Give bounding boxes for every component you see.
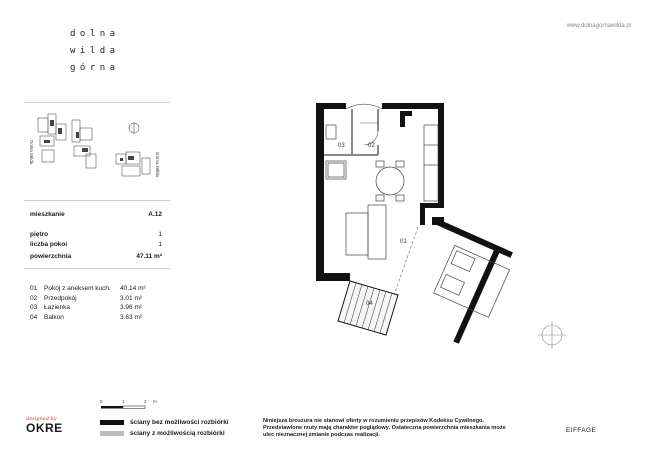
- disclaimer-line: Niniejsza broszura nie stanowi oferty w rozumieniu przepisów Kodeksu Cywilnego.: [263, 418, 484, 424]
- spec-row-floor: [30, 231, 162, 238]
- divider-mid: [24, 200, 170, 201]
- room-list: [30, 284, 162, 322]
- apartment-label: mieszkanie: [30, 211, 65, 218]
- minimap-label-left: Dolna Wilda: [29, 140, 34, 165]
- dining-table: [376, 161, 404, 201]
- logo-line-1: dolna: [70, 29, 120, 39]
- disclaimer: [263, 418, 533, 439]
- room-name: Łazienka: [44, 304, 71, 311]
- divider-top: [24, 102, 170, 103]
- disclaimer-line: ulec nieznacznej zmianie podczas realizacji.: [263, 432, 380, 438]
- scale-tick-2: 2: [144, 399, 147, 404]
- bathroom-fixtures: [326, 125, 346, 179]
- brand-logo: EIFFAGE: [566, 427, 597, 434]
- disclaimer-line: Przedstawione rzuty mają charakter poglądowy. Ostateczna powierzchnia mieszkania może: [263, 425, 506, 431]
- room-label-03: 03: [338, 143, 345, 149]
- spec-label: powierzchnia: [30, 253, 72, 260]
- list-item: [30, 284, 162, 294]
- list-item: [30, 303, 162, 313]
- divider-rooms: [24, 268, 170, 269]
- spec-value: 1: [158, 241, 162, 248]
- designer-name: OKRE: [26, 421, 63, 435]
- legend-label: ściany z możliwością rozbiórki: [130, 430, 225, 437]
- logo-line-3: górna: [70, 63, 120, 73]
- room-label-01: 01: [400, 239, 407, 245]
- website-link[interactable]: www.dolnagornawilda.pl: [566, 23, 631, 29]
- balcony: [338, 281, 398, 335]
- compass-icon: [538, 321, 566, 349]
- legend-item-load-bearing: [100, 419, 229, 426]
- scale-tick-0: 0: [100, 399, 103, 404]
- floor-plan: [290, 95, 590, 360]
- scale-unit: m: [153, 399, 157, 404]
- kitchen-counter: [424, 125, 438, 201]
- minimap-label-right: Górna Wilda: [155, 152, 160, 178]
- room-name: Balkon: [44, 313, 64, 321]
- list-item: [30, 294, 162, 304]
- spec-value: 47.11 m²: [136, 253, 162, 260]
- location-minimap: [24, 110, 164, 194]
- spec-label: liczba pokoi: [30, 241, 68, 248]
- spec-row-rooms: [30, 241, 162, 248]
- legend-label: ściany bez możliwości rozbiórki: [130, 419, 229, 426]
- legend-swatch: [100, 431, 124, 436]
- spec-value: 1: [158, 231, 162, 238]
- room-label-04: 04: [366, 301, 373, 307]
- scale-bar: [100, 398, 160, 412]
- room-name: Przedpokój: [44, 294, 77, 302]
- room-label-02: 02: [368, 143, 375, 149]
- spec-label: piętro: [30, 231, 49, 238]
- spec-row-area: [30, 253, 162, 260]
- apartment-value: A.12: [148, 211, 162, 218]
- room-number: 02: [30, 294, 38, 302]
- room-area: 40.14 m²: [120, 285, 146, 292]
- room-divider: [394, 227, 418, 295]
- room-number: 04: [30, 313, 38, 321]
- project-logo: [70, 26, 120, 77]
- room-area: 3.63 m²: [120, 313, 143, 321]
- legend-item-partition: [100, 430, 225, 437]
- designer-small-text: designed by: [26, 416, 57, 422]
- logo-line-2: wilda: [70, 46, 120, 56]
- list-item: [30, 313, 162, 323]
- room-number: 03: [30, 304, 38, 311]
- room-area: 3.01 m²: [120, 294, 143, 302]
- designer-logo: [26, 416, 63, 434]
- sofa: [346, 205, 386, 259]
- legend-swatch: [100, 420, 124, 425]
- room-area: 3.96 m²: [120, 304, 143, 311]
- scale-tick-1: 1: [122, 399, 125, 404]
- apartment-id-row: [30, 211, 162, 218]
- room-name: Pokój z aneksem kuch.: [44, 285, 111, 292]
- room-number: 01: [30, 285, 38, 292]
